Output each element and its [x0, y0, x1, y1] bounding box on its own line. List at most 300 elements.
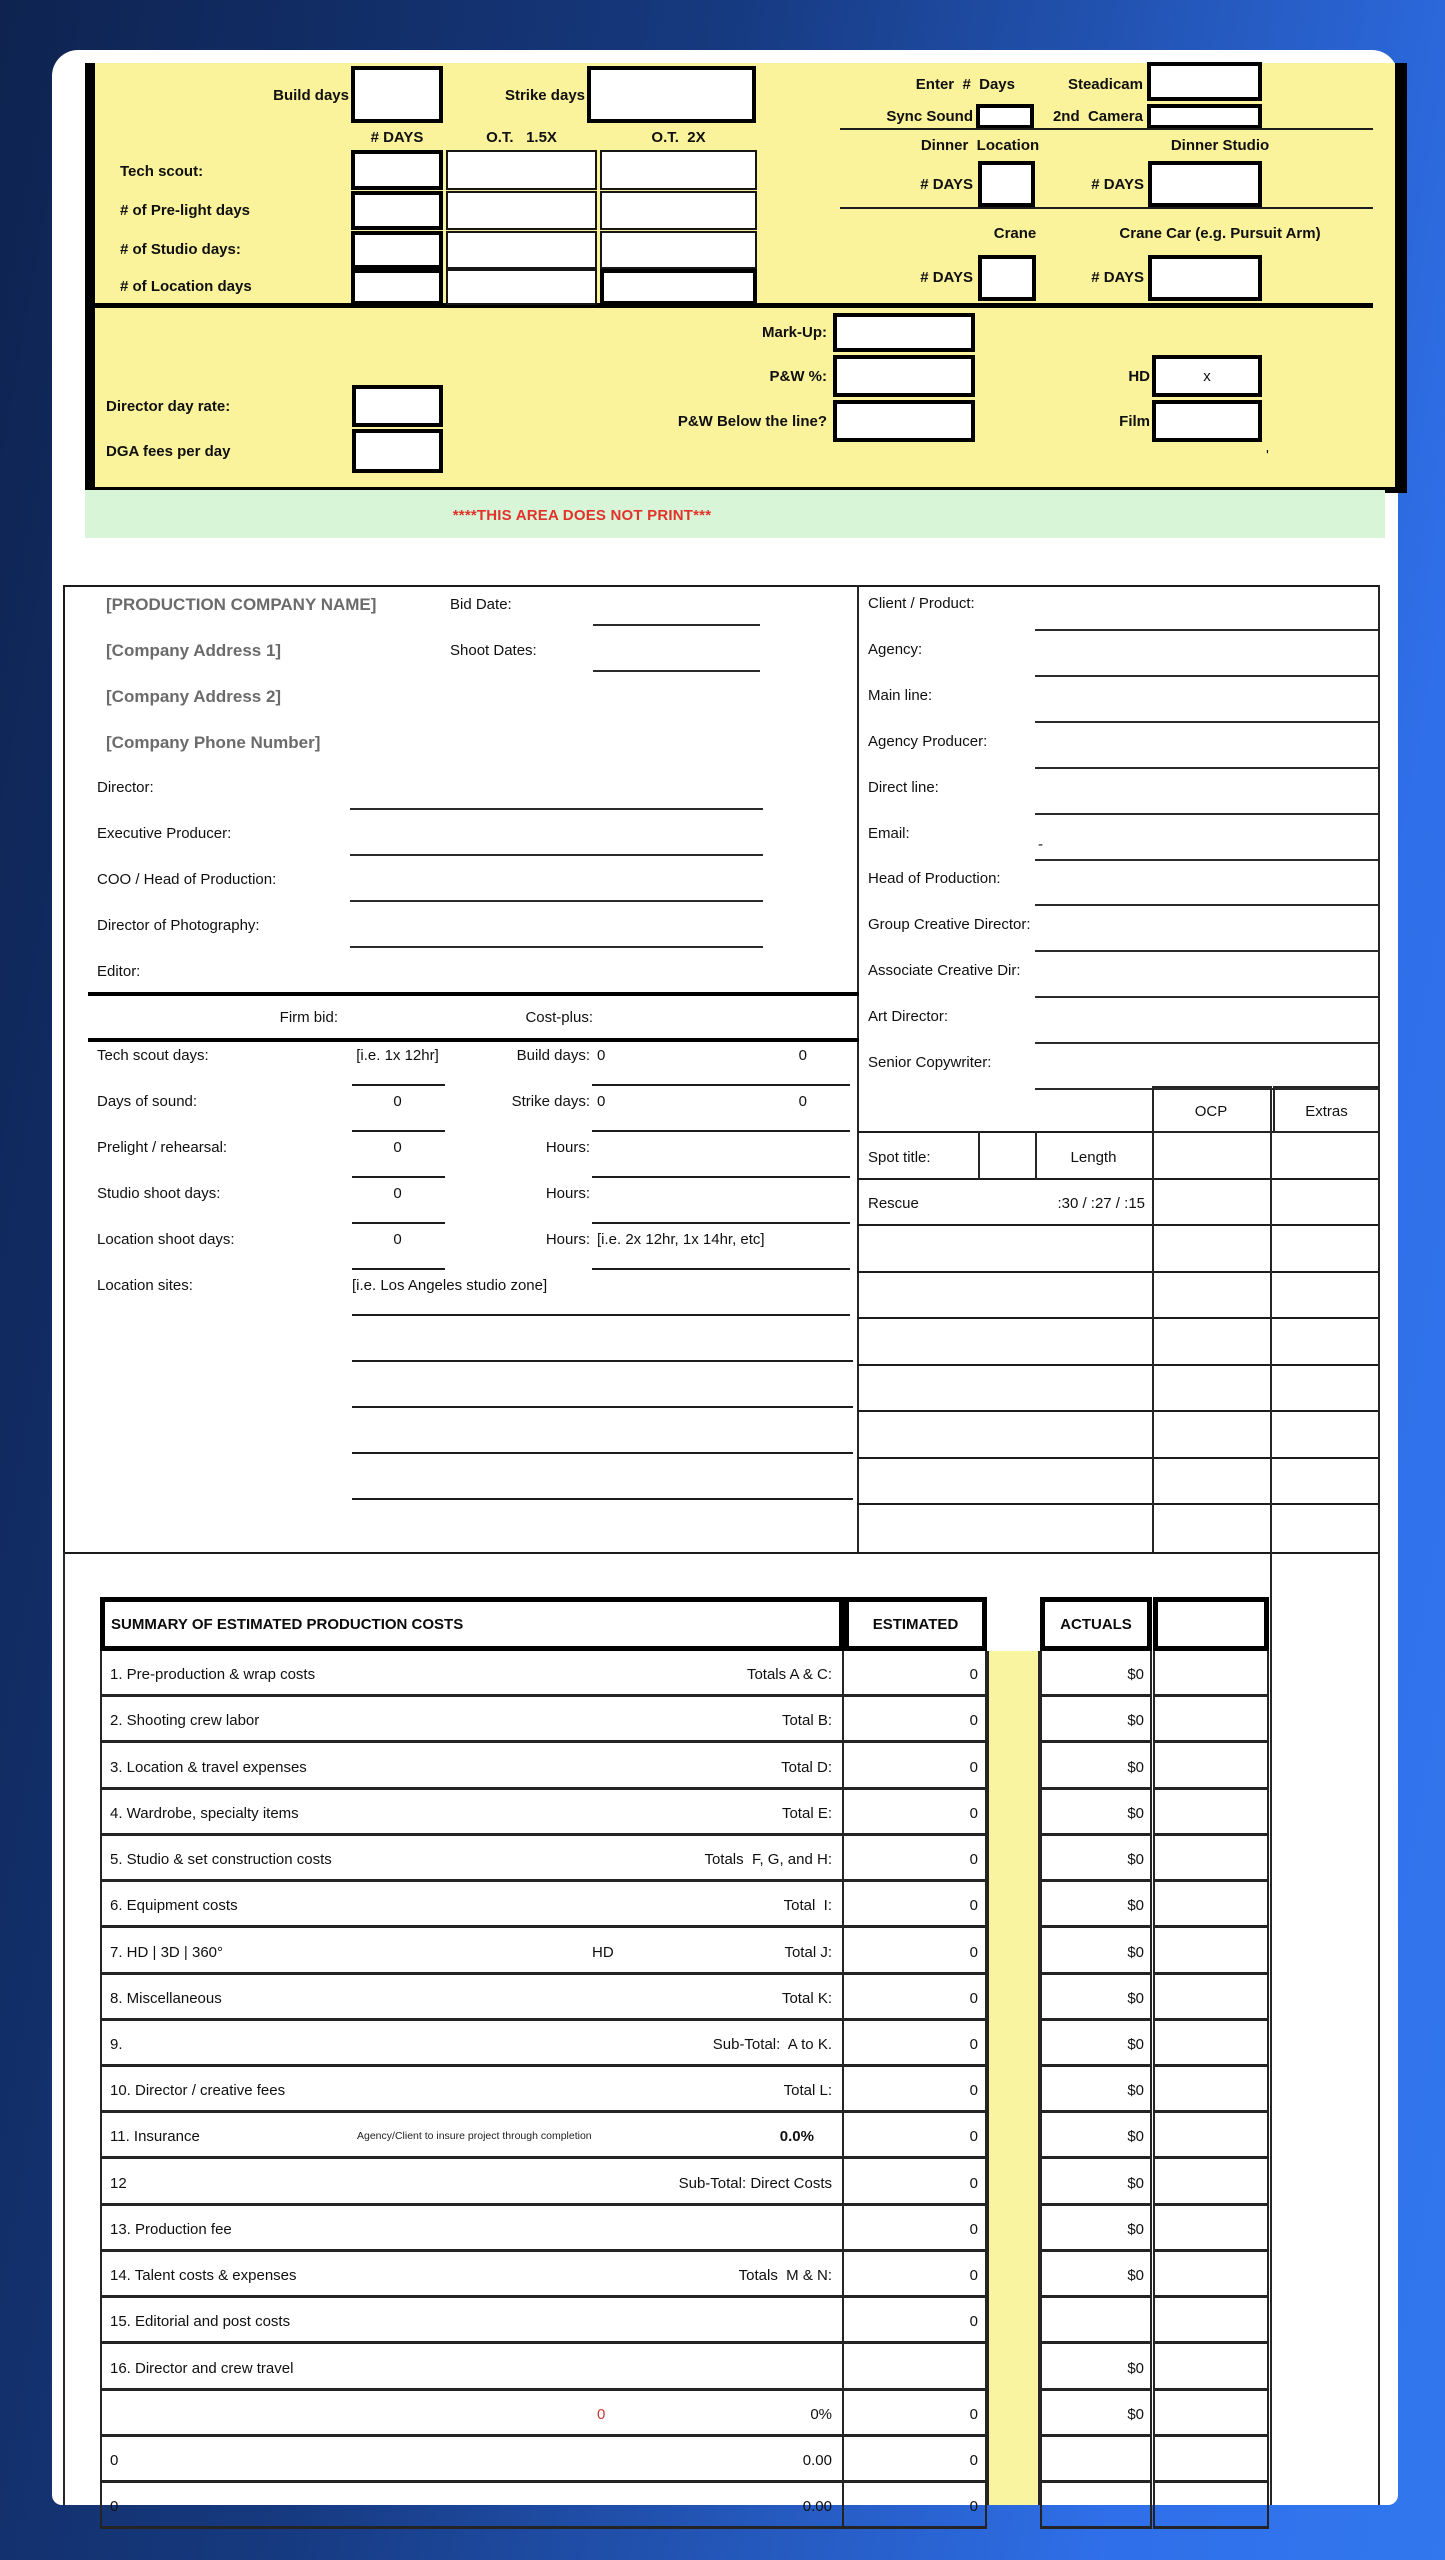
summary-actuals-value: $0: [1127, 2359, 1144, 2377]
blank-row-underline[interactable]: [352, 1498, 853, 1500]
summary-actuals-value: $0: [1127, 1897, 1144, 1914]
day-grid-cell[interactable]: [351, 269, 443, 305]
film-label: Film: [1119, 413, 1150, 430]
schedule-underline-long: [592, 1084, 850, 1086]
summary-desc-mid-text: HD: [592, 1943, 614, 1961]
bid-date-field[interactable]: [593, 600, 760, 626]
day-grid-cell[interactable]: [446, 191, 597, 230]
summary-actuals-value: $0: [1127, 2267, 1144, 2284]
pw-below-label: P&W Below the line?: [677, 413, 827, 430]
schedule-underline-long: [592, 1222, 850, 1224]
summary-actuals-cell[interactable]: [1040, 2298, 1152, 2344]
stray-tick: ': [1266, 447, 1269, 464]
summary-estimated-value: 0: [969, 1666, 978, 1683]
summary-actuals-cell[interactable]: [1040, 1928, 1152, 1975]
summary-extra-cell[interactable]: [1153, 1743, 1269, 1790]
col-header-ot15: O.T. 1.5X: [486, 129, 557, 146]
summary-row: [100, 1743, 1269, 1790]
summary-estimated-value: 0: [969, 1990, 978, 2007]
day-grid-cell[interactable]: [600, 150, 757, 190]
summary-total-label: Sub-Total: A to K.: [712, 2036, 832, 2053]
mark-up-cell[interactable]: [833, 313, 975, 352]
summary-estimated-cell[interactable]: [844, 2113, 987, 2159]
summary-actuals-label: ACTUALS: [1060, 1615, 1132, 1633]
summary-total-label: Total K:: [781, 1990, 832, 2007]
dinner-location-days-label: # DAYS: [920, 176, 973, 193]
summary-estimated-cell[interactable]: [844, 1836, 987, 1882]
summary-desc-cell[interactable]: [100, 2159, 844, 2206]
left-edge-rule: [63, 1552, 65, 2505]
summary-row: [100, 1790, 1269, 1836]
summary-actuals-cell[interactable]: [1040, 1836, 1152, 1882]
schedule-right-value[interactable]: 0: [798, 1093, 807, 1110]
summary-desc-cell[interactable]: [100, 1743, 844, 1790]
summary-title-box: [100, 1597, 844, 1651]
company-name: [PRODUCTION COMPANY NAME]: [106, 595, 377, 614]
crane-label: Crane: [993, 225, 1037, 242]
schedule-underline-long: [592, 1176, 850, 1178]
blank-row-underline[interactable]: [352, 1360, 853, 1362]
prelight-days-label: # of Pre-light days: [120, 202, 251, 219]
summary-extra-cell[interactable]: [1153, 1697, 1269, 1743]
summary-actuals-value: $0: [1127, 1990, 1144, 2007]
summary-actuals-cell[interactable]: [1040, 2437, 1152, 2483]
day-grid-cell[interactable]: [351, 231, 443, 269]
summary-desc-text: 0: [110, 2452, 119, 2469]
summary-desc-text: 0: [110, 2498, 119, 2515]
summary-desc-cell[interactable]: [100, 1882, 844, 1928]
summary-desc-text: 13. Production fee: [110, 2221, 232, 2238]
agency-field-label: Email:: [868, 825, 910, 842]
schedule-value[interactable]: 0: [393, 1139, 402, 1156]
schedule-value[interactable]: [i.e. Los Angeles studio zone]: [352, 1277, 548, 1294]
summary-extra-cell[interactable]: [1153, 1651, 1269, 1697]
summary-actuals-cell[interactable]: [1040, 2483, 1152, 2529]
summary-desc-cell[interactable]: [100, 1836, 844, 1882]
dop-label: Director of Photography:: [97, 917, 260, 934]
worksheet-page: [52, 50, 1398, 2515]
schedule-underline-long: [352, 1314, 850, 1316]
pw-below-cell[interactable]: [833, 400, 975, 442]
schedule-mid-label: Hours:: [545, 1139, 590, 1156]
summary-desc-cell[interactable]: [100, 2483, 844, 2529]
summary-row: [100, 2391, 1269, 2437]
agency-field-label: Associate Creative Dir:: [868, 962, 1021, 979]
summary-estimated-label: ESTIMATED: [872, 1615, 959, 1633]
summary-row: [100, 2298, 1269, 2344]
agency-field-label: Head of Production:: [868, 870, 1001, 887]
summary-row: [100, 2437, 1269, 2483]
schedule-label: Location shoot days:: [97, 1231, 235, 1248]
summary-total-label: Totals M & N:: [738, 2267, 832, 2284]
agency-field-label: Client / Product:: [868, 595, 975, 612]
summary-desc-cell[interactable]: [100, 2021, 844, 2067]
shoot-dates-field[interactable]: [593, 646, 760, 672]
hd-label: HD: [1128, 368, 1150, 385]
schedule-mid-label: Hours:: [545, 1185, 590, 1202]
firm-bid-divider-bottom: [88, 1038, 859, 1042]
summary-extra-cell[interactable]: [1153, 2483, 1269, 2529]
summary-desc-text: 4. Wardrobe, specialty items: [110, 1805, 299, 1822]
schedule-mid-label: Hours:: [545, 1231, 590, 1248]
summary-desc-cell[interactable]: [100, 1651, 844, 1697]
spot-grid-hline: [857, 1271, 1380, 1273]
day-grid-cell[interactable]: [446, 150, 597, 190]
schedule-label: Studio shoot days:: [97, 1185, 221, 1202]
summary-desc-cell[interactable]: [100, 2391, 844, 2437]
divider-dinner-row: [840, 207, 1373, 209]
company-address2: [Company Address 2]: [106, 687, 282, 706]
summary-row: [100, 1651, 1269, 1697]
summary-actuals-cell[interactable]: [1040, 2206, 1152, 2252]
agency-field-label: Senior Copywriter:: [868, 1054, 992, 1071]
summary-desc-text: 1. Pre-production & wrap costs: [110, 1666, 316, 1683]
spot-row-length: :30 / :27 / :15: [1057, 1195, 1145, 1212]
summary-extra-cell[interactable]: [1153, 1882, 1269, 1928]
summary-actuals-value: $0: [1127, 2221, 1144, 2238]
bid-date-label: Bid Date:: [450, 596, 512, 613]
schedule-right-value[interactable]: 0: [798, 1047, 807, 1064]
summary-extra-cell[interactable]: [1153, 2252, 1269, 2298]
tech-scout-label: Tech scout:: [120, 163, 204, 180]
summary-desc-cell[interactable]: [100, 2298, 844, 2344]
crane-car-days-cell[interactable]: [1148, 255, 1262, 301]
agency-field-input[interactable]: [1035, 745, 1378, 769]
summary-desc-text: 3. Location & travel expenses: [110, 1758, 307, 1776]
agency-field-label: Main line:: [868, 687, 933, 704]
spot-grid-hline: [857, 1457, 1380, 1459]
day-grid-cell[interactable]: [600, 231, 757, 269]
summary-extra-cell[interactable]: [1153, 2113, 1269, 2159]
schedule-value[interactable]: 0: [393, 1093, 402, 1110]
agency-field-input[interactable]: [1035, 1020, 1378, 1044]
summary-row: [100, 1882, 1269, 1928]
summary-estimated-value: 0: [969, 2174, 978, 2192]
strike-days-label: Strike days: [504, 87, 585, 104]
dinner-studio-label: Dinner Studio: [1170, 137, 1270, 154]
spot-grid-hline: [857, 1364, 1380, 1366]
dinner-location-label: Dinner Location: [920, 137, 1040, 154]
summary-desc-text: 14. Talent costs & expenses: [110, 2267, 297, 2284]
agency-field-input[interactable]: [1035, 607, 1378, 631]
col-header-ot2: O.T. 2X: [651, 129, 706, 146]
summary-desc-text: 5. Studio & set construction costs: [110, 1851, 332, 1868]
pw-percent-cell[interactable]: [833, 355, 975, 397]
second-camera-label: 2nd Camera: [1052, 108, 1143, 125]
studio-days-label: # of Studio days:: [120, 241, 241, 258]
dinner-location-days-cell[interactable]: [978, 161, 1035, 207]
summary-actuals-cell[interactable]: [1040, 1697, 1152, 1743]
summary-estimated-cell[interactable]: [844, 2483, 987, 2529]
film-cell[interactable]: [1152, 400, 1262, 442]
steadicam-cell[interactable]: [1147, 62, 1262, 101]
summary-estimated-value: 0: [969, 2452, 978, 2469]
cost-plus-label: Cost-plus:: [525, 1009, 593, 1026]
crane-car-days-label: # DAYS: [1091, 269, 1144, 286]
schedule-value[interactable]: 0: [393, 1231, 402, 1248]
location-days-label: # of Location days: [120, 278, 252, 295]
summary-total-label: Totals F, G, and H:: [704, 1851, 832, 1868]
summary-actuals-cell[interactable]: [1040, 2391, 1152, 2437]
summary-extra-cell[interactable]: [1153, 1928, 1269, 1975]
crane-car-label: Crane Car (e.g. Pursuit Arm): [1119, 225, 1321, 242]
schedule-label: Days of sound:: [97, 1093, 198, 1110]
extras-header: Extras: [1305, 1103, 1348, 1120]
summary-actuals-value: $0: [1127, 1758, 1144, 1776]
summary-estimated-cell[interactable]: [844, 2437, 987, 2483]
summary-estimated-box: [844, 1597, 987, 1651]
schedule-underline-short: [352, 1222, 445, 1224]
summary-estimated-cell[interactable]: [844, 2206, 987, 2252]
summary-total-label: 0%: [810, 2406, 832, 2423]
summary-estimated-cell[interactable]: [844, 2391, 987, 2437]
summary-total-label: Sub-Total: Direct Costs: [678, 2174, 832, 2192]
summary-estimated-value: 0: [969, 2036, 978, 2053]
summary-actuals-cell[interactable]: [1040, 2067, 1152, 2113]
col-header-days: # DAYS: [370, 129, 424, 146]
summary-desc-cell[interactable]: [100, 1697, 844, 1743]
build-days-label: Build days: [273, 87, 349, 104]
summary-estimated-value: 0: [969, 1712, 978, 1729]
exec-producer-field[interactable]: [350, 830, 763, 856]
day-grid-cell[interactable]: [600, 269, 757, 305]
second-camera-cell[interactable]: [1147, 104, 1262, 129]
shoot-dates-label: Shoot Dates:: [450, 642, 537, 659]
schedule-label: Tech scout days:: [97, 1047, 209, 1064]
blank-row-underline[interactable]: [352, 1452, 853, 1454]
summary-actuals-cell[interactable]: [1040, 2344, 1152, 2391]
schedule-mid-value[interactable]: [i.e. 2x 12hr, 1x 14hr, etc]: [597, 1231, 765, 1248]
schedule-underline-short: [352, 1176, 445, 1178]
spot-title-label: Spot title:: [868, 1149, 931, 1166]
summary-desc-text: 10. Director / creative fees: [110, 2082, 286, 2099]
summary-desc-cell[interactable]: [100, 2344, 844, 2391]
summary-row: [100, 2067, 1269, 2113]
summary-desc-cell[interactable]: [100, 1790, 844, 1836]
summary-estimated-cell[interactable]: [844, 2021, 987, 2067]
summary-estimated-cell[interactable]: [844, 2159, 987, 2206]
spot-grid-vline: [1152, 1086, 1154, 1552]
schedule-label: Location sites:: [97, 1277, 193, 1294]
spot-grid-hline: [857, 1224, 1380, 1226]
summary-actuals-cell[interactable]: [1040, 1975, 1152, 2021]
agency-field-input[interactable]: [1035, 837, 1378, 861]
summary-desc-text: 11. Insurance: [110, 2128, 200, 2145]
summary-actuals-cell[interactable]: [1040, 2113, 1152, 2159]
spot-grid-hline: [857, 1317, 1380, 1319]
summary-estimated-value: 0: [969, 1851, 978, 1868]
summary-desc-text: 12: [110, 2174, 127, 2192]
summary-row: [100, 1975, 1269, 2021]
summary-total-label: 0.00: [802, 2452, 832, 2469]
summary-extra-cell[interactable]: [1153, 1790, 1269, 1836]
director-rate-label: Director day rate:: [106, 398, 231, 415]
summary-extra-cell[interactable]: [1153, 1836, 1269, 1882]
schedule-label: Prelight / rehearsal:: [97, 1139, 228, 1156]
summary-row: [100, 2021, 1269, 2067]
summary-total-label: Total J:: [784, 1943, 832, 1961]
email-value: -: [1038, 836, 1043, 853]
summary-actuals-cell[interactable]: [1040, 2252, 1152, 2298]
summary-extra-cell[interactable]: [1153, 2206, 1269, 2252]
spot-row-title: Rescue: [868, 1195, 919, 1212]
summary-estimated-cell[interactable]: [844, 2298, 987, 2344]
day-grid-cell[interactable]: [351, 150, 443, 190]
summary-desc-cell[interactable]: [100, 2067, 844, 2113]
pw-percent-label: P&W %:: [769, 368, 827, 385]
summary-actuals-cell[interactable]: [1040, 2021, 1152, 2067]
summary-estimated-value: 0: [969, 2082, 978, 2099]
form-center-divider: [857, 585, 859, 1552]
summary-estimated-value: 0: [969, 2221, 978, 2238]
firm-bid-label: Firm bid:: [279, 1009, 338, 1026]
right-inner-rule: [1270, 1086, 1272, 2505]
summary-estimated-value: 0: [969, 1897, 978, 1914]
schedule-mid-value[interactable]: 0: [597, 1047, 606, 1064]
summary-actuals-value: $0: [1127, 2082, 1144, 2099]
director-rate-cell[interactable]: [352, 385, 443, 427]
summary-estimated-value: 0: [969, 1805, 978, 1822]
coo-field[interactable]: [350, 876, 763, 902]
editor-label: Editor:: [97, 963, 141, 980]
summary-estimated-cell[interactable]: [844, 2344, 987, 2391]
summary-actuals-cell[interactable]: [1040, 1743, 1152, 1790]
summary-extra-cell[interactable]: [1153, 1975, 1269, 2021]
firm-bid-divider-top: [88, 992, 859, 996]
dga-fees-cell[interactable]: [352, 429, 443, 473]
summary-desc-text: 9.: [110, 2036, 123, 2053]
summary-total-label: Total D:: [781, 1758, 832, 1776]
summary-desc-cell[interactable]: [100, 2252, 844, 2298]
summary-desc-cell[interactable]: [100, 2113, 844, 2159]
day-grid-cell[interactable]: [446, 231, 597, 269]
summary-estimated-cell[interactable]: [844, 1790, 987, 1836]
agency-field-label: Group Creative Director:: [868, 916, 1031, 933]
summary-estimated-value: 0: [969, 2313, 978, 2330]
company-phone: [Company Phone Number]: [106, 733, 321, 752]
agency-field-input[interactable]: [1035, 791, 1378, 815]
summary-desc-cell[interactable]: [100, 1975, 844, 2021]
summary-row: [100, 2344, 1269, 2391]
summary-desc-text: 2. Shooting crew labor: [110, 1712, 260, 1729]
agency-field-label: Agency Producer:: [868, 733, 988, 750]
summary-actuals-cell[interactable]: [1040, 1651, 1152, 1697]
summary-desc-text: 15. Editorial and post costs: [110, 2313, 291, 2330]
agency-field-input[interactable]: [1035, 653, 1378, 677]
summary-estimated-cell[interactable]: [844, 1975, 987, 2021]
summary-desc-cell[interactable]: [100, 1928, 844, 1975]
summary-estimated-value: 0: [969, 1943, 978, 1961]
schedule-value[interactable]: 0: [393, 1185, 402, 1202]
summary-extra-cell[interactable]: [1153, 2391, 1269, 2437]
summary-estimated-cell[interactable]: [844, 1882, 987, 1928]
summary-actuals-value: $0: [1127, 2406, 1144, 2423]
summary-estimated-cell[interactable]: [844, 2067, 987, 2113]
day-grid-cell[interactable]: [351, 191, 443, 230]
director-label: Director:: [97, 779, 154, 796]
summary-extra-cell[interactable]: [1153, 2437, 1269, 2483]
summary-estimated-cell[interactable]: [844, 1928, 987, 1975]
summary-estimated-value: 0: [969, 2406, 978, 2423]
summary-extra-cell[interactable]: [1153, 2159, 1269, 2206]
spot-grid-vline: [978, 1131, 980, 1180]
summary-extra-cell[interactable]: [1153, 2021, 1269, 2067]
agency-field-input[interactable]: [1035, 928, 1378, 952]
summary-row: [100, 2206, 1269, 2252]
schedule-mid-value[interactable]: 0: [597, 1093, 606, 1110]
mark-up-label: Mark-Up:: [761, 324, 827, 341]
summary-row: [100, 2113, 1269, 2159]
hd-cell[interactable]: x: [1152, 355, 1262, 397]
build-days-cell[interactable]: [351, 66, 443, 123]
director-field[interactable]: [350, 784, 763, 810]
summary-row: [100, 1928, 1269, 1975]
schedule-value[interactable]: [i.e. 1x 12hr]: [356, 1047, 439, 1064]
agency-field-input[interactable]: [1035, 699, 1378, 723]
summary-actuals-box: [1040, 1597, 1152, 1651]
summary-estimated-value: 0: [969, 2498, 978, 2515]
agency-field-input[interactable]: [1035, 882, 1378, 906]
summary-estimated-cell[interactable]: [844, 1697, 987, 1743]
summary-total-label: Total I:: [783, 1897, 832, 1914]
summary-estimated-cell[interactable]: [844, 2252, 987, 2298]
summary-extra-cell[interactable]: [1153, 2067, 1269, 2113]
summary-actuals-value: $0: [1127, 2036, 1144, 2053]
summary-actuals-value: $0: [1127, 2174, 1144, 2192]
sync-sound-cell[interactable]: [976, 104, 1034, 129]
summary-estimated-cell[interactable]: [844, 1651, 987, 1697]
summary-actuals-cell[interactable]: [1040, 1882, 1152, 1928]
summary-actuals-cell[interactable]: [1040, 2159, 1152, 2206]
agency-field-label: Direct line:: [868, 779, 939, 796]
coo-label: COO / Head of Production:: [97, 871, 277, 888]
strike-days-cell[interactable]: [587, 66, 756, 123]
summary-actuals-value: $0: [1127, 1805, 1144, 1822]
summary-extra-cell[interactable]: [1153, 2298, 1269, 2344]
spot-grid-hline: [857, 1503, 1380, 1505]
schedule-underline-short: [352, 1268, 445, 1270]
crane-days-label: # DAYS: [920, 269, 973, 286]
summary-desc-text: 6. Equipment costs: [110, 1897, 238, 1914]
summary-estimated-value: 0: [969, 2128, 978, 2145]
day-grid-cell[interactable]: [446, 269, 597, 305]
dga-fees-label: DGA fees per day: [106, 443, 231, 460]
dinner-studio-days-label: # DAYS: [1091, 176, 1144, 193]
summary-title: SUMMARY OF ESTIMATED PRODUCTION COSTS: [111, 1615, 464, 1633]
summary-extra-cell[interactable]: [1153, 2344, 1269, 2391]
dop-field[interactable]: [350, 922, 763, 948]
day-grid-cell[interactable]: [600, 191, 757, 230]
summary-row: [100, 2483, 1269, 2529]
agency-field-input[interactable]: [1035, 974, 1378, 998]
summary-estimated-value: 0: [969, 2267, 978, 2284]
blank-row-underline[interactable]: [352, 1406, 853, 1408]
summary-desc-text: 16. Director and crew travel: [110, 2359, 294, 2377]
summary-desc-cell[interactable]: [100, 2206, 844, 2252]
summary-desc-cell[interactable]: [100, 2437, 844, 2483]
summary-desc-red-value: 0: [597, 2406, 606, 2423]
summary-actuals-value: $0: [1127, 1712, 1144, 1729]
spot-grid-hline: [857, 1178, 1380, 1180]
summary-actuals-cell[interactable]: [1040, 1790, 1152, 1836]
summary-total-label: Total L:: [783, 2082, 832, 2099]
crane-days-cell[interactable]: [978, 255, 1036, 301]
summary-estimated-cell[interactable]: [844, 1743, 987, 1790]
sync-sound-label: Sync Sound: [886, 108, 973, 125]
ocp-header: OCP: [1194, 1103, 1228, 1120]
dinner-studio-days-cell[interactable]: [1148, 161, 1262, 207]
enter-days-label: Enter # Days: [915, 76, 1015, 93]
